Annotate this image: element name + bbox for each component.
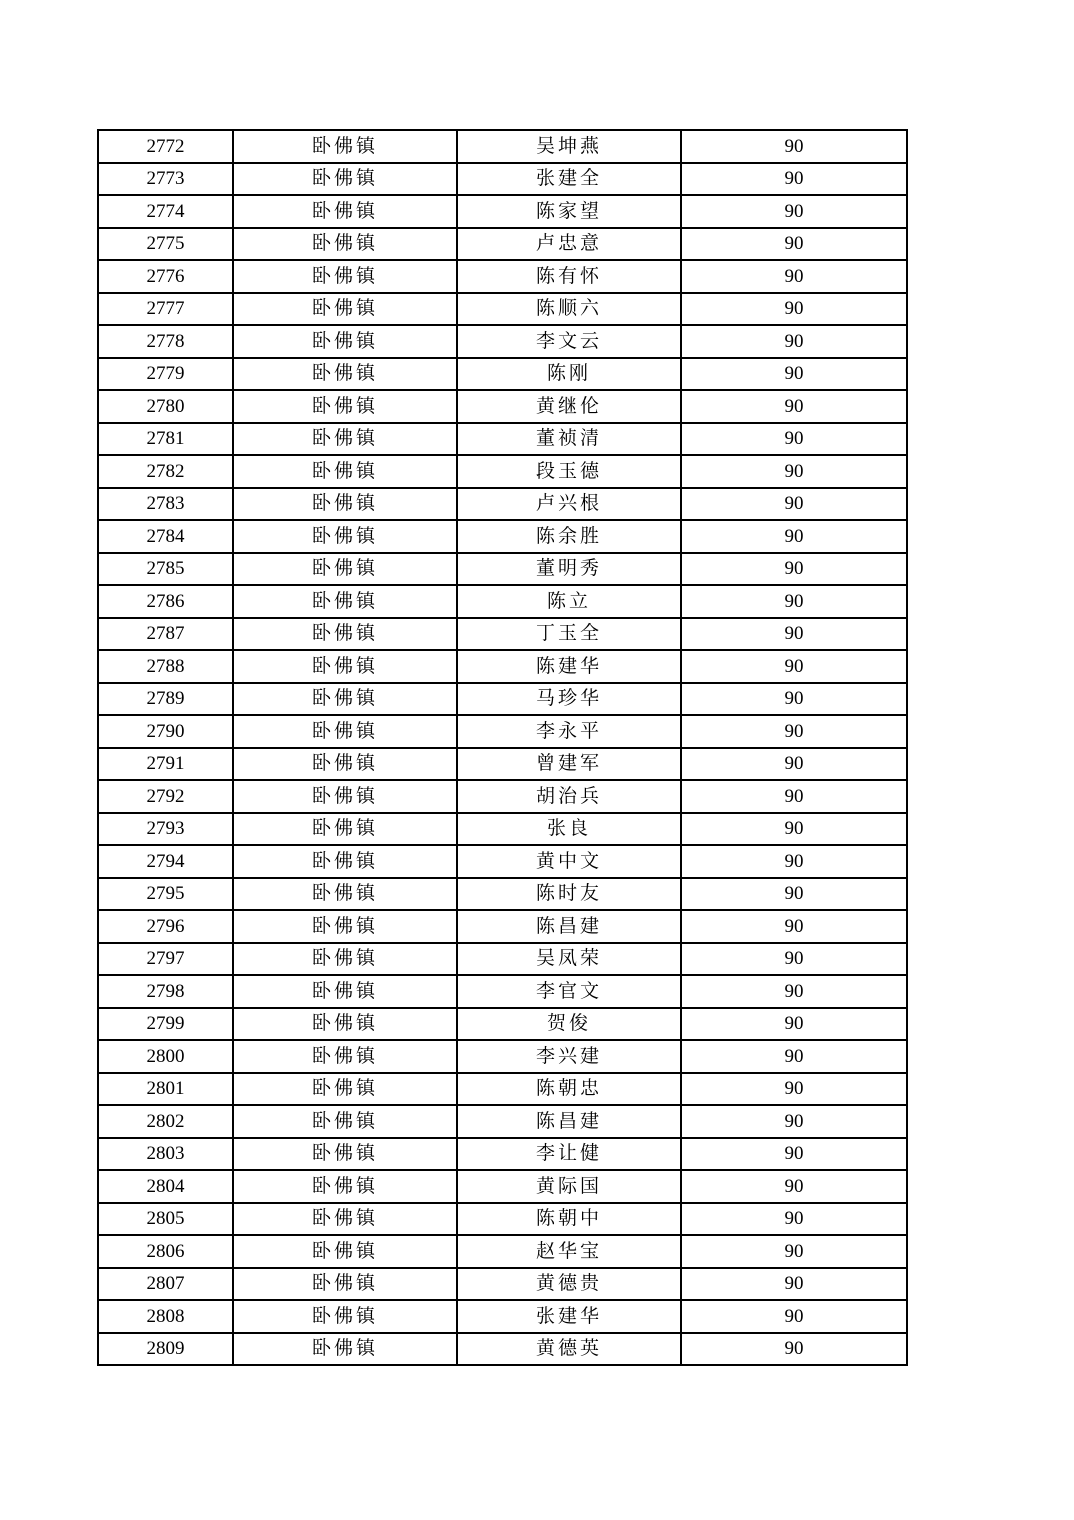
person-name-cell: 丁玉全 (457, 618, 681, 651)
town-cell: 卧佛镇 (233, 1073, 457, 1106)
table-row (98, 520, 907, 553)
town-cell: 卧佛镇 (233, 1138, 457, 1171)
person-name-cell: 卢忠意 (457, 228, 681, 261)
person-name-cell: 李文云 (457, 325, 681, 358)
table-row (98, 1040, 907, 1073)
serial-number-cell: 2791 (98, 748, 233, 781)
serial-number-cell: 2788 (98, 650, 233, 683)
amount-cell: 90 (681, 1235, 907, 1268)
serial-number-cell: 2777 (98, 293, 233, 326)
amount-cell: 90 (681, 520, 907, 553)
person-name-cell: 胡治兵 (457, 780, 681, 813)
table-row (98, 618, 907, 651)
person-name-cell: 陈建华 (457, 650, 681, 683)
amount-cell: 90 (681, 1300, 907, 1333)
table-row (98, 325, 907, 358)
serial-number-cell: 2799 (98, 1008, 233, 1041)
amount-cell: 90 (681, 455, 907, 488)
town-cell: 卧佛镇 (233, 163, 457, 196)
town-cell: 卧佛镇 (233, 553, 457, 586)
town-cell: 卧佛镇 (233, 780, 457, 813)
table-row (98, 943, 907, 976)
person-name-cell: 曾建军 (457, 748, 681, 781)
table-row (98, 780, 907, 813)
table-row (98, 845, 907, 878)
person-name-cell: 张建华 (457, 1300, 681, 1333)
town-cell: 卧佛镇 (233, 1040, 457, 1073)
roster-table (97, 129, 908, 1366)
table-row (98, 195, 907, 228)
table-row (98, 260, 907, 293)
table-row (98, 975, 907, 1008)
amount-cell: 90 (681, 1170, 907, 1203)
amount-cell: 90 (681, 813, 907, 846)
serial-number-cell: 2809 (98, 1333, 233, 1366)
amount-cell: 90 (681, 975, 907, 1008)
amount-cell: 90 (681, 228, 907, 261)
town-cell: 卧佛镇 (233, 358, 457, 391)
table-row (98, 423, 907, 456)
amount-cell: 90 (681, 748, 907, 781)
town-cell: 卧佛镇 (233, 130, 457, 163)
town-cell: 卧佛镇 (233, 845, 457, 878)
person-name-cell: 吴凤荣 (457, 943, 681, 976)
person-name-cell: 陈昌建 (457, 1105, 681, 1138)
amount-cell: 90 (681, 358, 907, 391)
person-name-cell: 陈有怀 (457, 260, 681, 293)
person-name-cell: 陈余胜 (457, 520, 681, 553)
person-name-cell: 黄际国 (457, 1170, 681, 1203)
town-cell: 卧佛镇 (233, 1268, 457, 1301)
amount-cell: 90 (681, 943, 907, 976)
amount-cell: 90 (681, 780, 907, 813)
town-cell: 卧佛镇 (233, 1333, 457, 1366)
amount-cell: 90 (681, 715, 907, 748)
town-cell: 卧佛镇 (233, 390, 457, 423)
table-row (98, 1333, 907, 1366)
table-row (98, 683, 907, 716)
town-cell: 卧佛镇 (233, 293, 457, 326)
person-name-cell: 陈刚 (457, 358, 681, 391)
town-cell: 卧佛镇 (233, 748, 457, 781)
table-row (98, 1268, 907, 1301)
amount-cell: 90 (681, 1040, 907, 1073)
table-row (98, 1235, 907, 1268)
person-name-cell: 黄德贵 (457, 1268, 681, 1301)
serial-number-cell: 2779 (98, 358, 233, 391)
table-row (98, 130, 907, 163)
town-cell: 卧佛镇 (233, 585, 457, 618)
serial-number-cell: 2776 (98, 260, 233, 293)
town-cell: 卧佛镇 (233, 975, 457, 1008)
table-row (98, 1105, 907, 1138)
person-name-cell: 董明秀 (457, 553, 681, 586)
table-row (98, 163, 907, 196)
town-cell: 卧佛镇 (233, 943, 457, 976)
serial-number-cell: 2804 (98, 1170, 233, 1203)
amount-cell: 90 (681, 1333, 907, 1366)
person-name-cell: 李官文 (457, 975, 681, 1008)
serial-number-cell: 2806 (98, 1235, 233, 1268)
serial-number-cell: 2773 (98, 163, 233, 196)
amount-cell: 90 (681, 423, 907, 456)
amount-cell: 90 (681, 910, 907, 943)
person-name-cell: 黄继伦 (457, 390, 681, 423)
table-row (98, 813, 907, 846)
town-cell: 卧佛镇 (233, 1170, 457, 1203)
serial-number-cell: 2793 (98, 813, 233, 846)
amount-cell: 90 (681, 325, 907, 358)
table-row (98, 878, 907, 911)
amount-cell: 90 (681, 553, 907, 586)
person-name-cell: 赵华宝 (457, 1235, 681, 1268)
serial-number-cell: 2775 (98, 228, 233, 261)
person-name-cell: 陈时友 (457, 878, 681, 911)
serial-number-cell: 2790 (98, 715, 233, 748)
table-row (98, 1073, 907, 1106)
serial-number-cell: 2796 (98, 910, 233, 943)
amount-cell: 90 (681, 293, 907, 326)
serial-number-cell: 2784 (98, 520, 233, 553)
table-row (98, 715, 907, 748)
person-name-cell: 黄中文 (457, 845, 681, 878)
town-cell: 卧佛镇 (233, 910, 457, 943)
table-row (98, 455, 907, 488)
table-row (98, 553, 907, 586)
person-name-cell: 张良 (457, 813, 681, 846)
town-cell: 卧佛镇 (233, 195, 457, 228)
amount-cell: 90 (681, 260, 907, 293)
person-name-cell: 陈朝忠 (457, 1073, 681, 1106)
town-cell: 卧佛镇 (233, 520, 457, 553)
serial-number-cell: 2780 (98, 390, 233, 423)
table-row (98, 390, 907, 423)
town-cell: 卧佛镇 (233, 650, 457, 683)
amount-cell: 90 (681, 585, 907, 618)
serial-number-cell: 2772 (98, 130, 233, 163)
serial-number-cell: 2789 (98, 683, 233, 716)
person-name-cell: 卢兴根 (457, 488, 681, 521)
serial-number-cell: 2792 (98, 780, 233, 813)
serial-number-cell: 2808 (98, 1300, 233, 1333)
serial-number-cell: 2803 (98, 1138, 233, 1171)
serial-number-cell: 2774 (98, 195, 233, 228)
town-cell: 卧佛镇 (233, 878, 457, 911)
serial-number-cell: 2794 (98, 845, 233, 878)
table-row (98, 650, 907, 683)
person-name-cell: 贺俊 (457, 1008, 681, 1041)
person-name-cell: 陈昌建 (457, 910, 681, 943)
table-row (98, 1170, 907, 1203)
serial-number-cell: 2802 (98, 1105, 233, 1138)
person-name-cell: 黄德英 (457, 1333, 681, 1366)
person-name-cell: 陈朝中 (457, 1203, 681, 1236)
town-cell: 卧佛镇 (233, 260, 457, 293)
amount-cell: 90 (681, 1268, 907, 1301)
table-row (98, 293, 907, 326)
serial-number-cell: 2786 (98, 585, 233, 618)
amount-cell: 90 (681, 683, 907, 716)
amount-cell: 90 (681, 650, 907, 683)
amount-cell: 90 (681, 1203, 907, 1236)
amount-cell: 90 (681, 845, 907, 878)
table-row (98, 358, 907, 391)
person-name-cell: 吴坤燕 (457, 130, 681, 163)
serial-number-cell: 2807 (98, 1268, 233, 1301)
amount-cell: 90 (681, 130, 907, 163)
serial-number-cell: 2783 (98, 488, 233, 521)
person-name-cell: 李让健 (457, 1138, 681, 1171)
town-cell: 卧佛镇 (233, 1300, 457, 1333)
serial-number-cell: 2798 (98, 975, 233, 1008)
amount-cell: 90 (681, 488, 907, 521)
town-cell: 卧佛镇 (233, 1008, 457, 1041)
town-cell: 卧佛镇 (233, 325, 457, 358)
table-row (98, 748, 907, 781)
person-name-cell: 李永平 (457, 715, 681, 748)
amount-cell: 90 (681, 618, 907, 651)
serial-number-cell: 2778 (98, 325, 233, 358)
amount-cell: 90 (681, 1008, 907, 1041)
serial-number-cell: 2800 (98, 1040, 233, 1073)
serial-number-cell: 2787 (98, 618, 233, 651)
table-row (98, 910, 907, 943)
serial-number-cell: 2781 (98, 423, 233, 456)
person-name-cell: 陈家望 (457, 195, 681, 228)
town-cell: 卧佛镇 (233, 715, 457, 748)
amount-cell: 90 (681, 390, 907, 423)
town-cell: 卧佛镇 (233, 813, 457, 846)
town-cell: 卧佛镇 (233, 1203, 457, 1236)
town-cell: 卧佛镇 (233, 618, 457, 651)
town-cell: 卧佛镇 (233, 488, 457, 521)
person-name-cell: 陈顺六 (457, 293, 681, 326)
town-cell: 卧佛镇 (233, 683, 457, 716)
amount-cell: 90 (681, 1105, 907, 1138)
table-row (98, 488, 907, 521)
person-name-cell: 董祯清 (457, 423, 681, 456)
person-name-cell: 陈立 (457, 585, 681, 618)
amount-cell: 90 (681, 163, 907, 196)
person-name-cell: 段玉德 (457, 455, 681, 488)
town-cell: 卧佛镇 (233, 1235, 457, 1268)
serial-number-cell: 2805 (98, 1203, 233, 1236)
serial-number-cell: 2782 (98, 455, 233, 488)
serial-number-cell: 2795 (98, 878, 233, 911)
person-name-cell: 马珍华 (457, 683, 681, 716)
town-cell: 卧佛镇 (233, 228, 457, 261)
amount-cell: 90 (681, 878, 907, 911)
amount-cell: 90 (681, 1073, 907, 1106)
roster-table-body (98, 130, 907, 1365)
serial-number-cell: 2785 (98, 553, 233, 586)
table-row (98, 585, 907, 618)
town-cell: 卧佛镇 (233, 1105, 457, 1138)
table-row (98, 1300, 907, 1333)
table-row (98, 228, 907, 261)
table-row (98, 1203, 907, 1236)
town-cell: 卧佛镇 (233, 423, 457, 456)
amount-cell: 90 (681, 195, 907, 228)
table-row (98, 1008, 907, 1041)
serial-number-cell: 2801 (98, 1073, 233, 1106)
serial-number-cell: 2797 (98, 943, 233, 976)
person-name-cell: 李兴建 (457, 1040, 681, 1073)
amount-cell: 90 (681, 1138, 907, 1171)
table-row (98, 1138, 907, 1171)
town-cell: 卧佛镇 (233, 455, 457, 488)
person-name-cell: 张建全 (457, 163, 681, 196)
